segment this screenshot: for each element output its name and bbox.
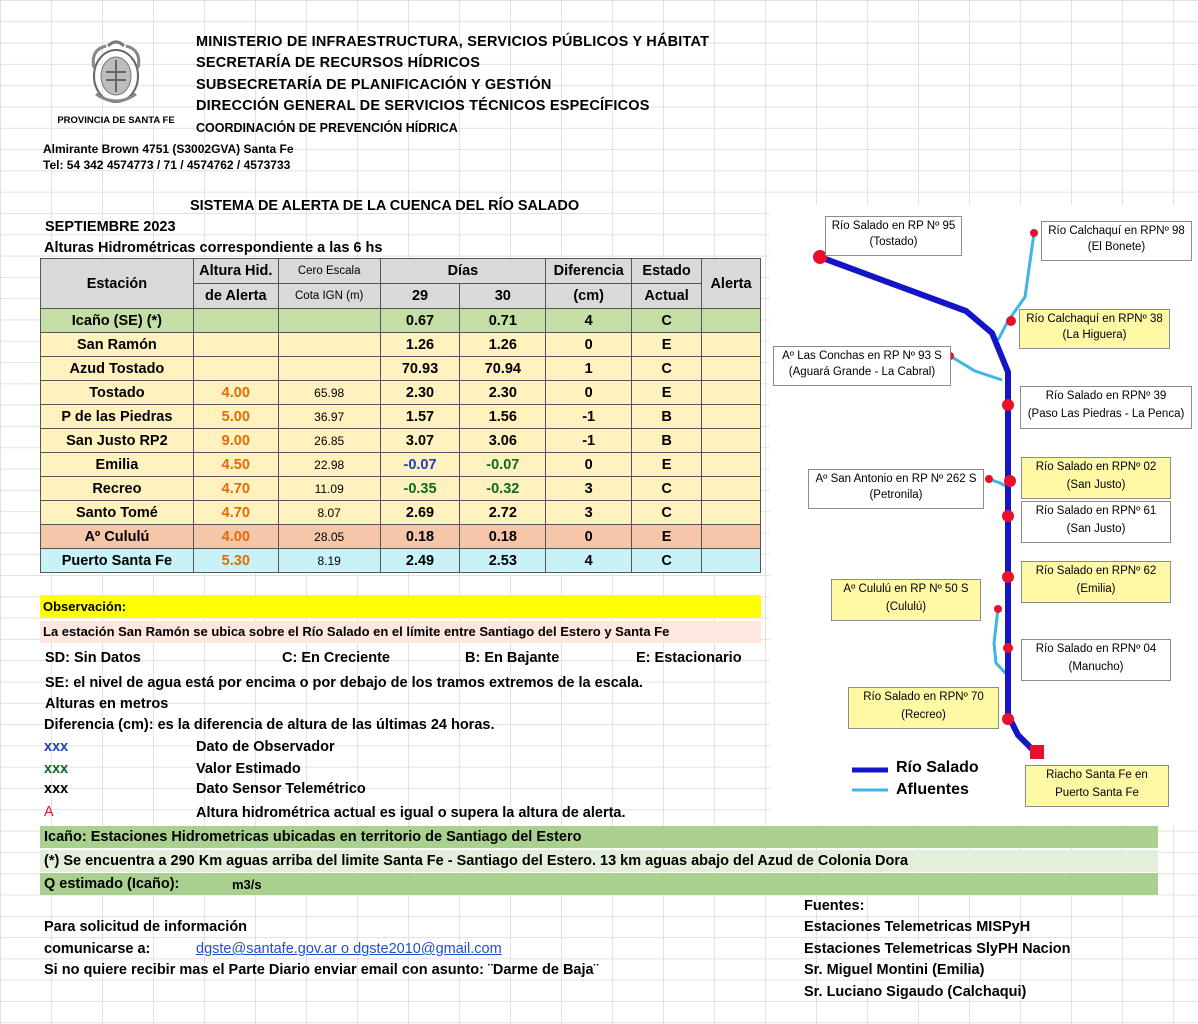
header-dif-2: (cm) (546, 284, 632, 309)
header-altura-1: Altura Hid. (193, 259, 278, 284)
cell-d30: 0.18 (460, 525, 546, 549)
cell-estacion: Emilia (41, 453, 194, 477)
station-box-san-antonio (808, 469, 984, 509)
station-marker (1002, 399, 1014, 411)
table-row (41, 357, 761, 381)
cell-cero: 36.97 (278, 405, 380, 429)
cell-estado: E (632, 333, 702, 357)
cell-alerta-alt: 4.00 (193, 525, 278, 549)
cell-alerta-alt: 5.30 (193, 549, 278, 573)
solicitud-text: Para solicitud de información (44, 919, 248, 935)
table-row (41, 333, 761, 357)
legend-trib-label: Afluentes (896, 781, 969, 798)
tributary-las-conchas (950, 356, 1002, 380)
legend-e: E: Estacionario (636, 650, 742, 666)
cell-d30: 1.26 (460, 333, 546, 357)
a-mark: A (44, 804, 54, 820)
cell-estacion: Puerto Santa Fe (41, 549, 194, 573)
cell-d29: 2.69 (380, 501, 460, 525)
xxx-estimated: xxx (44, 761, 69, 777)
box-sublabel: (El Bonete) (1087, 241, 1146, 253)
cell-alerta (702, 309, 761, 333)
station-marker (1003, 643, 1013, 653)
fuente-item: Estaciones Telemetricas MISPyH (804, 919, 1031, 935)
email-link[interactable]: dgste@santafe.gov.ar o dgste2010@gmail.com (196, 941, 502, 957)
icano-band: Icaño: Estaciones Hidrometricas ubicadas en territorio de Santiago del Estero (40, 826, 1158, 848)
cell-estacion: San Ramón (41, 333, 194, 357)
cell-cero (278, 309, 380, 333)
note-telemetric: Dato Sensor Telemétrico (196, 781, 366, 797)
cell-alerta (702, 549, 761, 573)
cell-estacion: Icaño (SE) (*) (41, 309, 194, 333)
legend-main-label: Río Salado (896, 759, 979, 776)
cell-cero: 8.07 (278, 501, 380, 525)
cell-estacion: San Justo RP2 (41, 429, 194, 453)
cell-d29: 1.26 (380, 333, 460, 357)
cell-alerta (702, 477, 761, 501)
fuentes-label: Fuentes: (804, 898, 865, 914)
box-sublabel: (Aguará Grande - La Cabral) (788, 366, 936, 378)
cell-estado: C (632, 501, 702, 525)
table-row (41, 477, 761, 501)
header-day-30: 30 (460, 284, 546, 309)
phone: Tel: 54 342 4574773 / 71 / 4574762 / 4573733 (43, 158, 291, 172)
cell-dif: 1 (546, 357, 632, 381)
table-header-row-1 (41, 259, 761, 284)
q-unit: m3/s (232, 877, 262, 892)
hydrometric-table (40, 258, 761, 573)
header-estado-1: Estado (632, 259, 702, 284)
cell-cero: 8.19 (278, 549, 380, 573)
box-label: Río Salado en RPNº 04 (1035, 643, 1157, 655)
coordination: COORDINACIÓN DE PREVENCIÓN HÍDRICA (196, 121, 458, 135)
cell-alerta-alt: 4.70 (193, 477, 278, 501)
cell-alerta-alt: 5.00 (193, 405, 278, 429)
cell-d30: 70.94 (460, 357, 546, 381)
box-label: Aº Cululú en RP Nº 50 S (843, 583, 969, 595)
report-title: SISTEMA DE ALERTA DE LA CUENCA DEL RÍO SALADO (190, 198, 580, 214)
header-line-1: MINISTERIO DE INFRAESTRUCTURA, SERVICIOS PÚBLICOS Y HÁBITAT (196, 34, 710, 50)
box-sublabel: (Tostado) (869, 236, 918, 248)
cell-d29: -0.35 (380, 477, 460, 501)
cell-estacion: Santo Tomé (41, 501, 194, 525)
box-label: Río Calchaquí en RPNº 98 (1048, 225, 1185, 237)
station-marker (1004, 475, 1016, 487)
cell-estado: B (632, 429, 702, 453)
cell-cero: 28.05 (278, 525, 380, 549)
station-box-rp04 (1021, 639, 1171, 681)
box-label: Río Salado en RPNº 02 (1035, 461, 1157, 473)
cell-alerta (702, 381, 761, 405)
cell-d29: 70.93 (380, 357, 460, 381)
report-month: SEPTIEMBRE 2023 (45, 219, 176, 235)
q-label: Q estimado (Icaño): (44, 876, 180, 892)
box-label: Río Salado en RP Nº 95 (831, 220, 956, 232)
box-sublabel: (La Higuera) (1062, 329, 1127, 341)
report-subtitle: Alturas Hidrométricas correspondiente a las 6 hs (44, 240, 383, 256)
box-label: Río Calchaquí en RPNº 38 (1026, 313, 1163, 325)
note-diferencia: Diferencia (cm): es la diferencia de altura de las últimas 24 horas. (44, 717, 495, 733)
cell-dif: -1 (546, 429, 632, 453)
legend-b: B: En Bajante (465, 650, 560, 666)
cell-estado: E (632, 381, 702, 405)
note-alturas: Alturas en metros (45, 696, 169, 712)
cell-dif: 3 (546, 501, 632, 525)
legend-c: C: En Creciente (282, 650, 390, 666)
fuente-item: Sr. Miguel Montini (Emilia) (804, 962, 985, 978)
cell-dif: 3 (546, 477, 632, 501)
cell-dif: -1 (546, 405, 632, 429)
station-box-rp70 (848, 687, 999, 729)
note-estimated: Valor Estimado (196, 761, 301, 777)
cell-d29: 2.30 (380, 381, 460, 405)
cell-dif: 0 (546, 525, 632, 549)
header-cero-2: Cota IGN (m) (278, 284, 380, 309)
station-box-riacho (1025, 765, 1169, 807)
cell-d29: 2.49 (380, 549, 460, 573)
cell-estacion: Recreo (41, 477, 194, 501)
cell-alerta-alt: 4.70 (193, 501, 278, 525)
asterisk-band: (*) Se encuentra a 290 Km aguas arriba del limite Santa Fe - Santiago del Estero. 13 km aguas abajo del Azud de Colonia Dora (40, 850, 1158, 872)
cell-cero: 65.98 (278, 381, 380, 405)
station-box-rp95 (825, 216, 962, 256)
station-box-calch38 (1019, 309, 1170, 349)
cell-estado: C (632, 357, 702, 381)
table-row (41, 309, 761, 333)
box-label: Riacho Santa Fe en (1046, 769, 1148, 781)
station-marker (1030, 229, 1038, 237)
box-sublabel: (Emilia) (1076, 583, 1116, 595)
box-sublabel: Puerto Santa Fe (1055, 787, 1139, 799)
cell-alerta (702, 429, 761, 453)
table-row (41, 429, 761, 453)
cell-alerta (702, 405, 761, 429)
header-dias: Días (380, 259, 546, 284)
cell-d29: 3.07 (380, 429, 460, 453)
xxx-telemetric: xxx (44, 781, 69, 797)
cell-d30: 2.72 (460, 501, 546, 525)
cell-d29: -0.07 (380, 453, 460, 477)
cell-alerta-alt (193, 357, 278, 381)
cell-estado: B (632, 405, 702, 429)
header-alerta: Alerta (702, 259, 761, 309)
cell-alerta-alt: 9.00 (193, 429, 278, 453)
cell-estacion: P de las Piedras (41, 405, 194, 429)
cell-alerta (702, 333, 761, 357)
cell-dif: 0 (546, 333, 632, 357)
cell-d30: 0.71 (460, 309, 546, 333)
note-se: SE: el nivel de agua está por encima o por debajo de los tramos extremos de la escala. (45, 675, 643, 691)
station-marker (1002, 571, 1014, 583)
cell-alerta-alt (193, 309, 278, 333)
cell-d30: 2.30 (460, 381, 546, 405)
observation-text: La estación San Ramón se ubica sobre el Río Salado en el límite entre Santiago del Estero y Santa Fe (40, 621, 761, 643)
q-band (40, 873, 1158, 895)
box-sublabel: (Cululú) (885, 601, 927, 613)
cell-estacion: Aº Cululú (41, 525, 194, 549)
box-label: Aº Las Conchas en RP Nº 93 S (782, 350, 942, 362)
station-marker (985, 475, 993, 483)
address: Almirante Brown 4751 (S3002GVA) Santa Fe (43, 142, 294, 156)
station-marker (994, 605, 1002, 613)
station-box-calch98 (1041, 221, 1192, 261)
header-line-2: SECRETARÍA DE RECURSOS HÍDRICOS (196, 55, 481, 71)
box-sublabel: (San Justo) (1066, 479, 1126, 491)
cell-estacion: Azud Tostado (41, 357, 194, 381)
cell-alerta (702, 357, 761, 381)
cell-dif: 0 (546, 381, 632, 405)
box-sublabel: (Paso Las Piedras - La Penca) (1027, 408, 1185, 420)
station-box-rp61 (1021, 501, 1171, 543)
box-label: Río Salado en RPNº 61 (1035, 505, 1157, 517)
comunicarse-text: comunicarse a: (44, 941, 151, 957)
table-row (41, 381, 761, 405)
cell-dif: 4 (546, 549, 632, 573)
header-day-29: 29 (380, 284, 460, 309)
cell-cero: 26.85 (278, 429, 380, 453)
note-observer: Dato de Observador (196, 739, 335, 755)
station-box-conchas (773, 346, 951, 386)
station-box-rp39 (1020, 386, 1192, 429)
cell-alerta (702, 525, 761, 549)
cell-estado: C (632, 309, 702, 333)
cell-d29: 1.57 (380, 405, 460, 429)
province-logo (50, 38, 182, 126)
cell-estacion: Tostado (41, 381, 194, 405)
cell-d30: 2.53 (460, 549, 546, 573)
xxx-observer: xxx (44, 739, 69, 755)
box-sublabel: (Manucho) (1068, 661, 1124, 673)
table-row (41, 453, 761, 477)
cell-alerta-alt: 4.50 (193, 453, 278, 477)
box-label: Río Salado en RPNº 62 (1035, 565, 1157, 577)
observation-label: Observación: (40, 595, 761, 618)
cell-d29: 0.18 (380, 525, 460, 549)
cell-estado: E (632, 453, 702, 477)
cell-alerta (702, 453, 761, 477)
box-label: Aº San Antonio en RP Nº 262 S (815, 473, 977, 485)
cell-alerta (702, 501, 761, 525)
box-label: Río Salado en RPNº 70 (863, 691, 984, 703)
baja-text: Si no quiere recibir mas el Parte Diario enviar email con asunto: ¨Darme de Baja¨ (44, 962, 599, 978)
table-row (41, 405, 761, 429)
cell-cero: 22.98 (278, 453, 380, 477)
table-row (41, 525, 761, 549)
logo-caption: PROVINCIA DE SANTA FE (57, 115, 175, 126)
cell-d30: 1.56 (460, 405, 546, 429)
cell-dif: 0 (546, 453, 632, 477)
cell-d30: -0.07 (460, 453, 546, 477)
cell-estado: C (632, 549, 702, 573)
box-sublabel: (San Justo) (1066, 523, 1126, 535)
box-sublabel: (Petronila) (869, 489, 923, 501)
header-dif-1: Diferencia (546, 259, 632, 284)
box-sublabel: (Recreo) (901, 709, 946, 721)
station-box-cululu (831, 579, 981, 621)
cell-dif: 4 (546, 309, 632, 333)
cell-d30: 3.06 (460, 429, 546, 453)
station-marker (1006, 316, 1016, 326)
legend-sd: SD: Sin Datos (45, 650, 141, 666)
header-altura-2: de Alerta (193, 284, 278, 309)
cell-d30: -0.32 (460, 477, 546, 501)
cell-alerta-alt (193, 333, 278, 357)
fuente-item: Sr. Luciano Sigaudo (Calchaqui) (804, 984, 1027, 1000)
station-marker (1002, 713, 1014, 725)
box-label: Río Salado en RPNº 39 (1045, 390, 1167, 402)
note-a: Altura hidrométrica actual es igual o supera la altura de alerta. (196, 805, 626, 821)
cell-estado: E (632, 525, 702, 549)
header-line-4: DIRECCIÓN GENERAL DE SERVICIOS TÉCNICOS ESPECÍFICOS (196, 98, 650, 114)
cell-cero (278, 357, 380, 381)
header-line-3: SUBSECRETARÍA DE PLANIFICACIÓN Y GESTIÓN (196, 77, 552, 93)
table-row (41, 501, 761, 525)
header-estado-2: Actual (632, 284, 702, 309)
cell-d29: 0.67 (380, 309, 460, 333)
coat-of-arms-icon (50, 38, 182, 108)
cell-alerta-alt: 4.00 (193, 381, 278, 405)
fuente-item: Estaciones Telemetricas SlyPH Nacion (804, 941, 1071, 957)
station-box-rp62 (1021, 561, 1171, 603)
table-row (41, 549, 761, 573)
cell-cero: 11.09 (278, 477, 380, 501)
cell-estado: C (632, 477, 702, 501)
cell-cero (278, 333, 380, 357)
station-box-rp02 (1021, 457, 1171, 499)
river-map (770, 205, 1198, 825)
header-estacion: Estación (41, 259, 194, 309)
station-marker (1002, 510, 1014, 522)
header-cero-1: Cero Escala (278, 259, 380, 284)
station-marker-square (1030, 745, 1044, 759)
